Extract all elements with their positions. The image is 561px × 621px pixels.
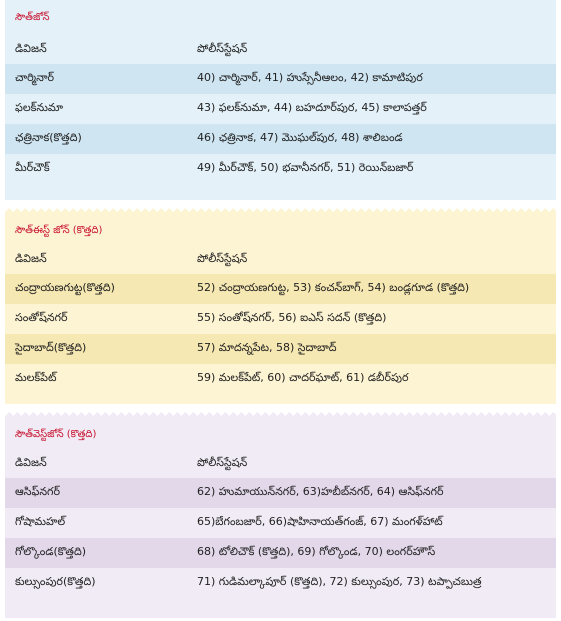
stations-cell: 52) చంద్రాయణగుట్ట, 53) కంచన్‌బాగ్, 54) బండ్లగూడ (కొత్తది) (197, 281, 470, 294)
table-row (5, 154, 556, 184)
table-row (5, 538, 556, 568)
table-row (5, 94, 556, 124)
division-cell: చార్మినార్ (15, 71, 55, 84)
stations-cell: 40) చార్మినార్, 41) హుస్సేనీఆలం, 42) కామాటిపుర (197, 71, 423, 84)
table-row (5, 64, 556, 94)
south-zone-section (5, 0, 556, 200)
section-title: సౌత్‌ఈస్ట్ జోన్ (కొత్తది) (15, 225, 103, 236)
stations-cell: 57) మాదన్నపేట, 58) సైదాబాద్ (197, 341, 337, 354)
division-cell: చంద్రాయణగుట్ట(కొత్తది) (15, 281, 115, 294)
table-row (5, 334, 556, 364)
table-header-row (5, 246, 556, 274)
stations-cell: 46) ఛత్రినాక, 47) మొఘల్‌పుర, 48) శాలిబండ (197, 131, 403, 144)
south-west-zone-section (5, 412, 556, 618)
division-cell: మీర్‌చౌక్ (15, 161, 50, 174)
division-cell: సంతోష్‌నగర్ (15, 311, 68, 324)
division-cell: సైదాబాద్(కొత్తది) (15, 341, 87, 354)
division-header: డివిజన్ (15, 456, 47, 469)
stations-cell: 71) గుడిమల్కాపూర్ (కొత్తది), 72) కుల్సుంపుర, 73) టప్పాచబుత్ర (197, 575, 482, 588)
division-cell: మలక్‌పేట్ (15, 371, 57, 384)
table-row (5, 478, 556, 508)
table-row (5, 274, 556, 304)
division-cell: ఆసిఫ్‌నగర్ (15, 485, 60, 498)
division-header: డివిజన్ (15, 42, 47, 55)
table-row (5, 304, 556, 334)
stations-cell: 55) సంతోష్‌నగర్, 56) ఐఎస్ సదన్ (కొత్తది) (197, 311, 387, 324)
stations-cell: 65)బేగంబజార్, 66)షాహినాయత్‌గంజ్, 67) మంగళ్‌హాట్ (197, 515, 443, 528)
torn-edge (5, 208, 556, 216)
division-header: డివిజన్ (15, 252, 47, 265)
stations-cell: 43) ఫలక్‌నుమా, 44) బహదూర్‌పుర, 45) కాలాపత్తర్ (197, 101, 427, 114)
stations-cell: 62) హుమాయున్‌నగర్, 63)హబీబ్‌నగర్, 64) ఆసిఫ్‌నగర్ (197, 485, 444, 498)
section-title: సౌత్‌వెస్ట్‌జోన్ (కొత్తది) (15, 429, 97, 440)
table-row (5, 568, 556, 598)
stations-cell: 59) మలక్‌పేట్, 60) చాదర్‌ఘాట్, 61) డబీర్‌పుర (197, 371, 409, 384)
table-header-row (5, 36, 556, 64)
station-header: పోలీస్‌స్టేషన్ (197, 252, 248, 265)
south-east-zone-section (5, 208, 556, 404)
stations-cell: 49) మీర్‌చౌక్, 50) భవానీనగర్, 51) రెయిన్‌బజార్ (197, 161, 414, 174)
division-cell: ఫలక్‌నుమా (15, 101, 64, 114)
division-cell: కుల్సుంపుర(కొత్తది) (15, 575, 96, 588)
table-header-row (5, 450, 556, 478)
torn-edge (5, 412, 556, 420)
section-title: సౌత్‌జోన్ (15, 12, 50, 23)
table-row (5, 364, 556, 394)
table-row (5, 124, 556, 154)
division-cell: గోల్కొండ(కొత్తది) (15, 545, 87, 558)
stations-cell: 68) టోలిచౌక్ (కొత్తది), 69) గోల్కొండ, 70) లంగర్‌హౌస్ (197, 545, 436, 558)
division-cell: ఛత్రినాక(కొత్తది) (15, 131, 82, 144)
station-header: పోలీస్‌స్టేషన్ (197, 456, 248, 469)
table-row (5, 508, 556, 538)
division-cell: గోషామహల్ (15, 515, 66, 528)
station-header: పోలీస్‌స్టేషన్ (197, 42, 248, 55)
